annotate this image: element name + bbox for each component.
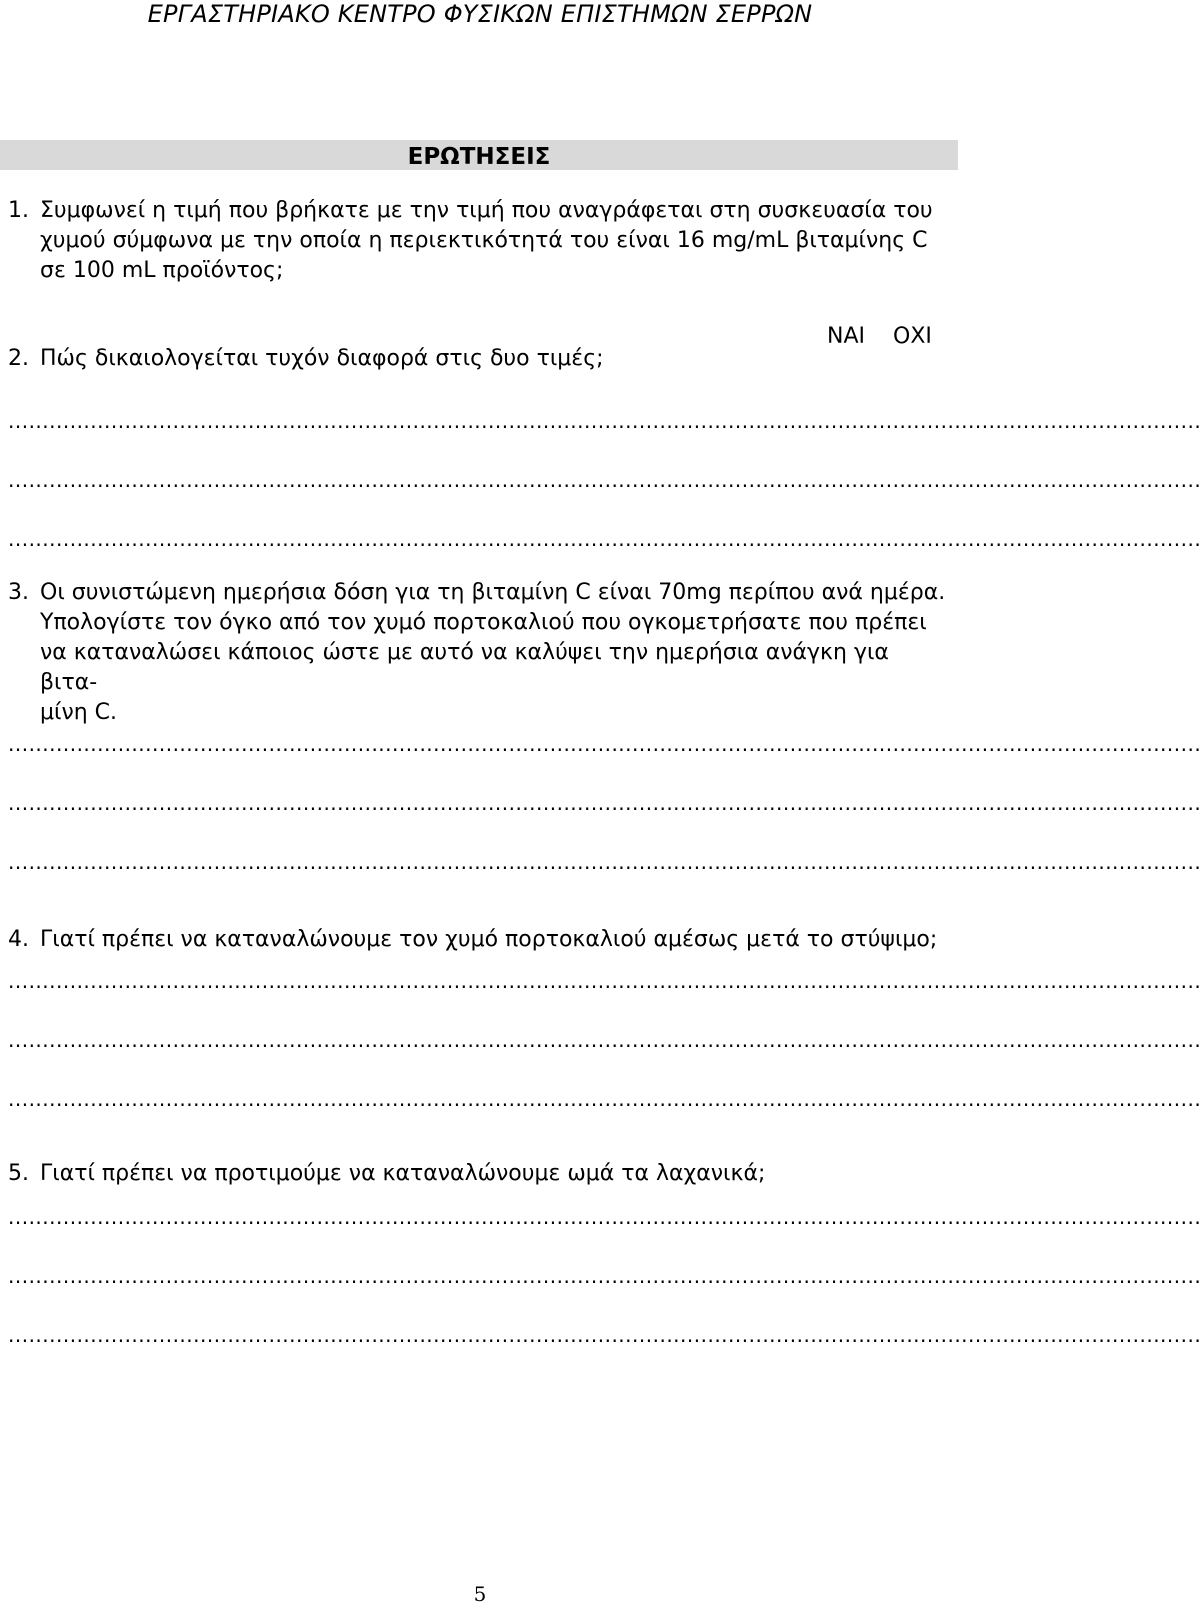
question-2 xyxy=(8,344,952,374)
answer-line[interactable]: .............................................................................................................................................................................. xyxy=(8,732,1201,756)
question-number: 5. xyxy=(8,1161,29,1186)
answer-line[interactable]: .............................................................................................................................................................................. xyxy=(8,791,1201,815)
section-title: ΕΡΩΤΗΣΕΙΣ xyxy=(407,144,551,170)
question-text-line: σε 100 mL προϊόντος; xyxy=(40,258,284,283)
answer-line[interactable]: .............................................................................................................................................................................. xyxy=(8,1028,1201,1052)
question-number: 2. xyxy=(8,346,29,371)
section-heading-bar xyxy=(0,140,958,170)
question-text-line: χυμού σύμφωνα με την οποία η περιεκτικότητά του είναι 16 mg/mL βιταμίνης C xyxy=(40,228,928,253)
question-text-line: Γιατί πρέπει να προτιμούμε να καταναλώνουμε ωμά τα λαχανικά; xyxy=(40,1161,766,1186)
question-text-line: μίνη C. xyxy=(40,700,118,725)
answer-line[interactable]: .............................................................................................................................................................................. xyxy=(8,1323,1201,1347)
question-4 xyxy=(8,925,952,955)
answer-line[interactable]: .............................................................................................................................................................................. xyxy=(8,1087,1201,1111)
question-text-line: Υπολογίστε τον όγκο από τον χυμό πορτοκαλιού που ογκομετρήσατε που πρέπει xyxy=(40,610,927,635)
document-header: ΕΡΓΑΣΤΗΡΙΑΚΟ ΚΕΝΤΡΟ ΦΥΣΙΚΩΝ ΕΠΙΣΤΗΜΩΝ ΣΕΡΡΩΝ xyxy=(147,0,813,28)
question-text-line: να καταναλώσει κάποιος ώστε με αυτό να καλύψει την ημερήσια ανάγκη για βιτα- xyxy=(40,640,889,695)
answer-line[interactable]: .............................................................................................................................................................................. xyxy=(8,850,1201,874)
answer-line[interactable]: .............................................................................................................................................................................. xyxy=(8,1264,1201,1288)
question-number: 1. xyxy=(8,198,29,223)
page-number: 5 xyxy=(473,1582,487,1606)
option-yes[interactable]: ΝΑΙ xyxy=(827,324,865,349)
answer-line[interactable]: .............................................................................................................................................................................. xyxy=(8,409,1201,433)
question-text-line: Συμφωνεί η τιμή που βρήκατε με την τιμή που αναγράφεται στη συσκευασία του xyxy=(40,198,933,223)
question-number: 4. xyxy=(8,927,29,952)
question-3 xyxy=(8,578,952,728)
question-5 xyxy=(8,1159,952,1189)
question-text-line: Οι συνιστώμενη ημερήσια δόση για τη βιταμίνη C είναι 70mg περίπου ανά ημέρα. xyxy=(40,580,946,605)
answer-line[interactable]: .............................................................................................................................................................................. xyxy=(8,468,1201,492)
question-1 xyxy=(8,196,952,286)
answer-line[interactable]: .............................................................................................................................................................................. xyxy=(8,527,1201,551)
option-no[interactable]: ΟΧΙ xyxy=(893,324,932,349)
question-text-line: Πώς δικαιολογείται τυχόν διαφορά στις δυο τιμές; xyxy=(40,346,604,371)
question-number: 3. xyxy=(8,580,29,605)
question-text-line: Γιατί πρέπει να καταναλώνουμε τον χυμό πορτοκαλιού αμέσως μετά το στύψιμο; xyxy=(40,927,938,952)
answer-line[interactable]: .............................................................................................................................................................................. xyxy=(8,1205,1201,1229)
answer-line[interactable]: .............................................................................................................................................................................. xyxy=(8,969,1201,993)
